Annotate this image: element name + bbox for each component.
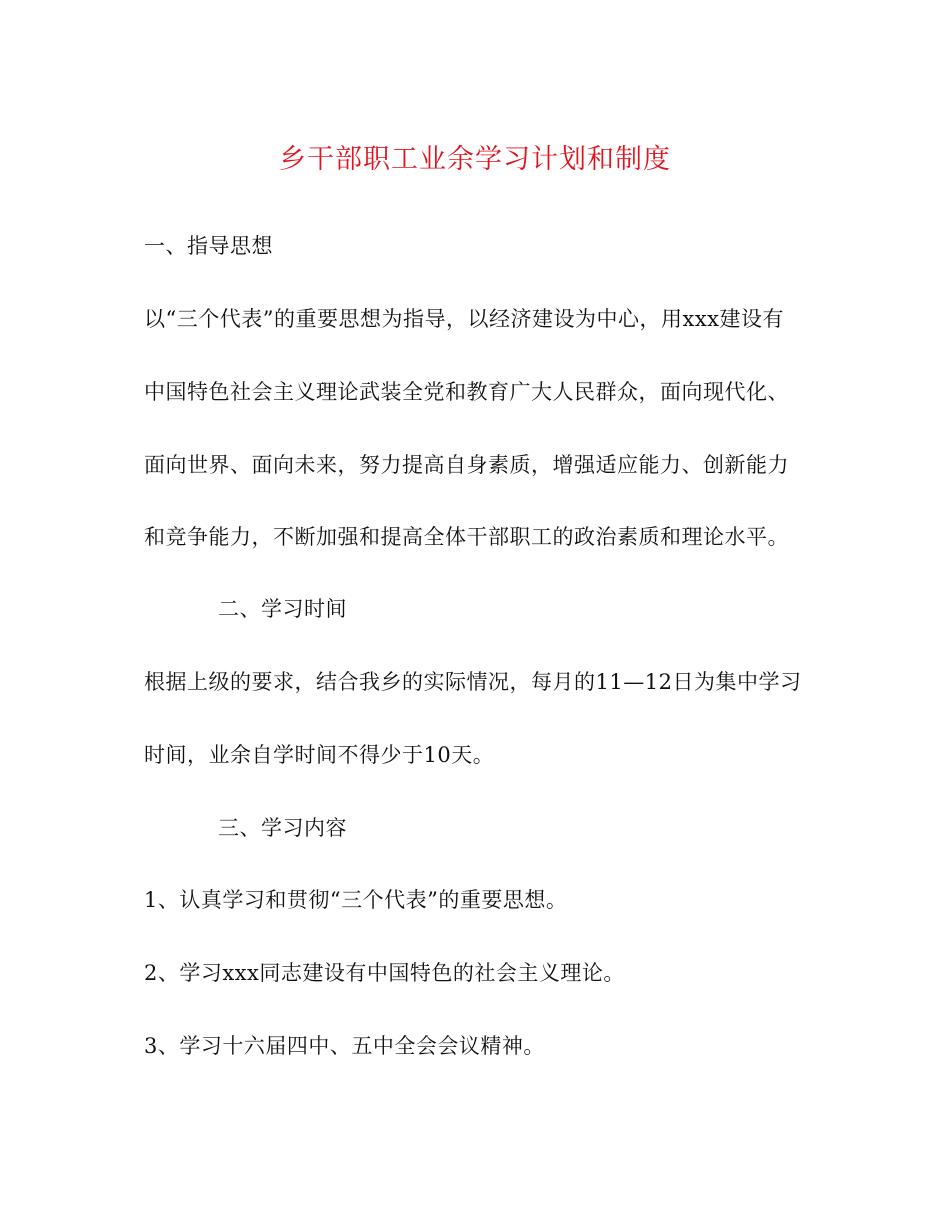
paragraph-line: 中国特色社会主义理论武装全党和教育广大人民群众，面向现代化、	[144, 380, 789, 404]
list-item: 3、学习十六届四中、五中全会会议精神。	[144, 1034, 545, 1058]
section-heading-study-time: 二、学习时间	[218, 597, 347, 621]
paragraph-line: 根据上级的要求，结合我乡的实际情况，每月的11—12日为集中学习	[144, 670, 802, 694]
paragraph-line: 和竞争能力，不断加强和提高全体干部职工的政治素质和理论水平。	[144, 525, 789, 549]
section-heading-guiding-ideology: 一、指导思想	[144, 234, 273, 258]
section-heading-study-content: 三、学习内容	[218, 816, 347, 840]
paragraph-line: 以“三个代表”的重要思想为指导，以经济建设为中心，用xxx建设有	[144, 307, 784, 331]
paragraph-line: 时间，业余自学时间不得少于10天。	[144, 743, 495, 767]
paragraph-line: 面向世界、面向未来，努力提高自身素质，增强适应能力、创新能力	[144, 453, 789, 477]
list-item: 2、学习xxx同志建设有中国特色的社会主义理论。	[144, 961, 625, 985]
list-item: 1、认真学习和贯彻“三个代表”的重要思想。	[144, 888, 568, 912]
document-title: 乡干部职工业余学习计划和制度	[279, 144, 671, 175]
